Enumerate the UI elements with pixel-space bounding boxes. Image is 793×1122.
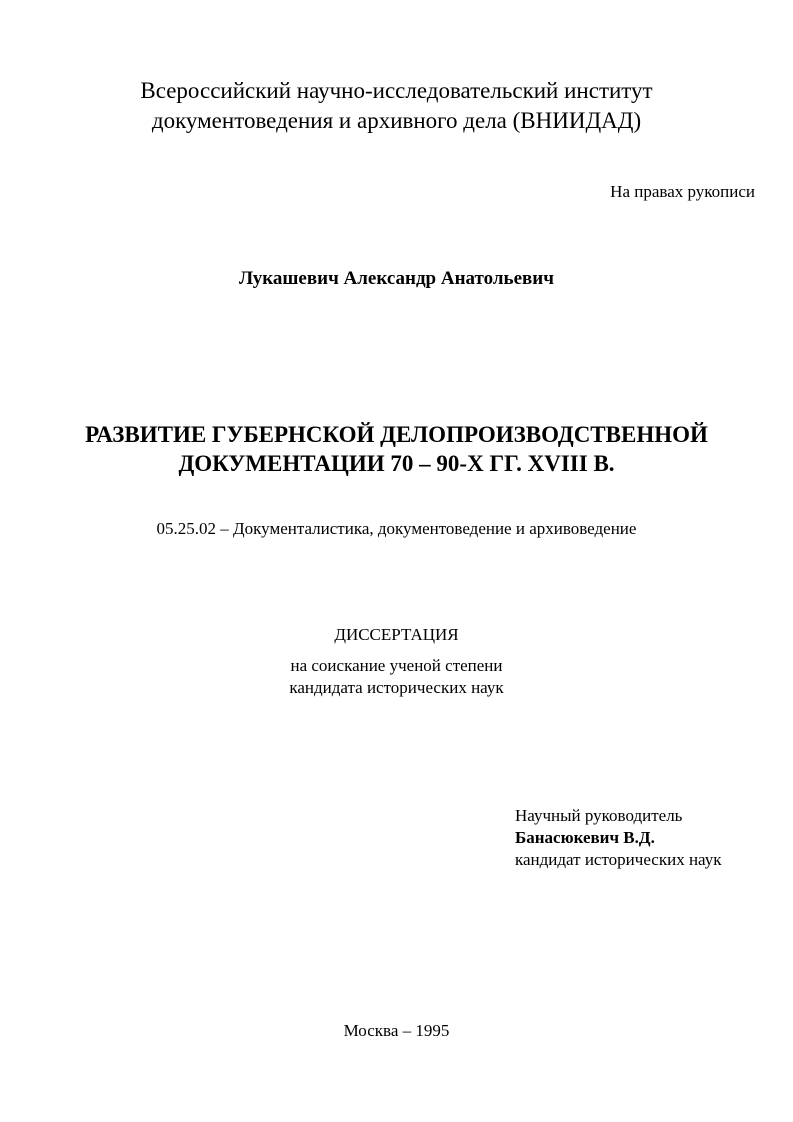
author-name: Лукашевич Александр Анатольевич: [239, 268, 554, 289]
degree-sought: [0, 655, 793, 699]
advisor-name: Банасюкевич В.Д.: [515, 828, 655, 847]
advisor-degree: кандидат исторических наук: [515, 850, 722, 869]
institute-line-2: документоведения и архивного дела (ВНИИДАД): [151, 108, 642, 133]
title-line-1: РАЗВИТИЕ ГУБЕРНСКОЙ ДЕЛОПРОИЗВОДСТВЕННОЙ: [85, 422, 708, 447]
dissertation-title: [0, 420, 793, 478]
scientific-advisor: [515, 805, 721, 871]
manuscript-note: На правах рукописи: [610, 182, 755, 201]
degree-line-1: на соискание ученой степени: [290, 656, 503, 675]
title-line-2: ДОКУМЕНТАЦИИ 70 – 90-Х ГГ. XVIII В.: [178, 451, 615, 476]
degree-line-2: кандидата исторических наук: [289, 678, 504, 697]
specialty-code: 05.25.02 – Документалистика, документоведение и архивоведение: [156, 519, 637, 538]
institute-name: [0, 76, 793, 136]
institute-line-1: Всероссийский научно-исследовательский институт: [140, 78, 653, 103]
place-and-year: Москва – 1995: [343, 1021, 450, 1040]
document-type: ДИССЕРТАЦИЯ: [334, 625, 459, 644]
advisor-label: Научный руководитель: [515, 806, 683, 825]
